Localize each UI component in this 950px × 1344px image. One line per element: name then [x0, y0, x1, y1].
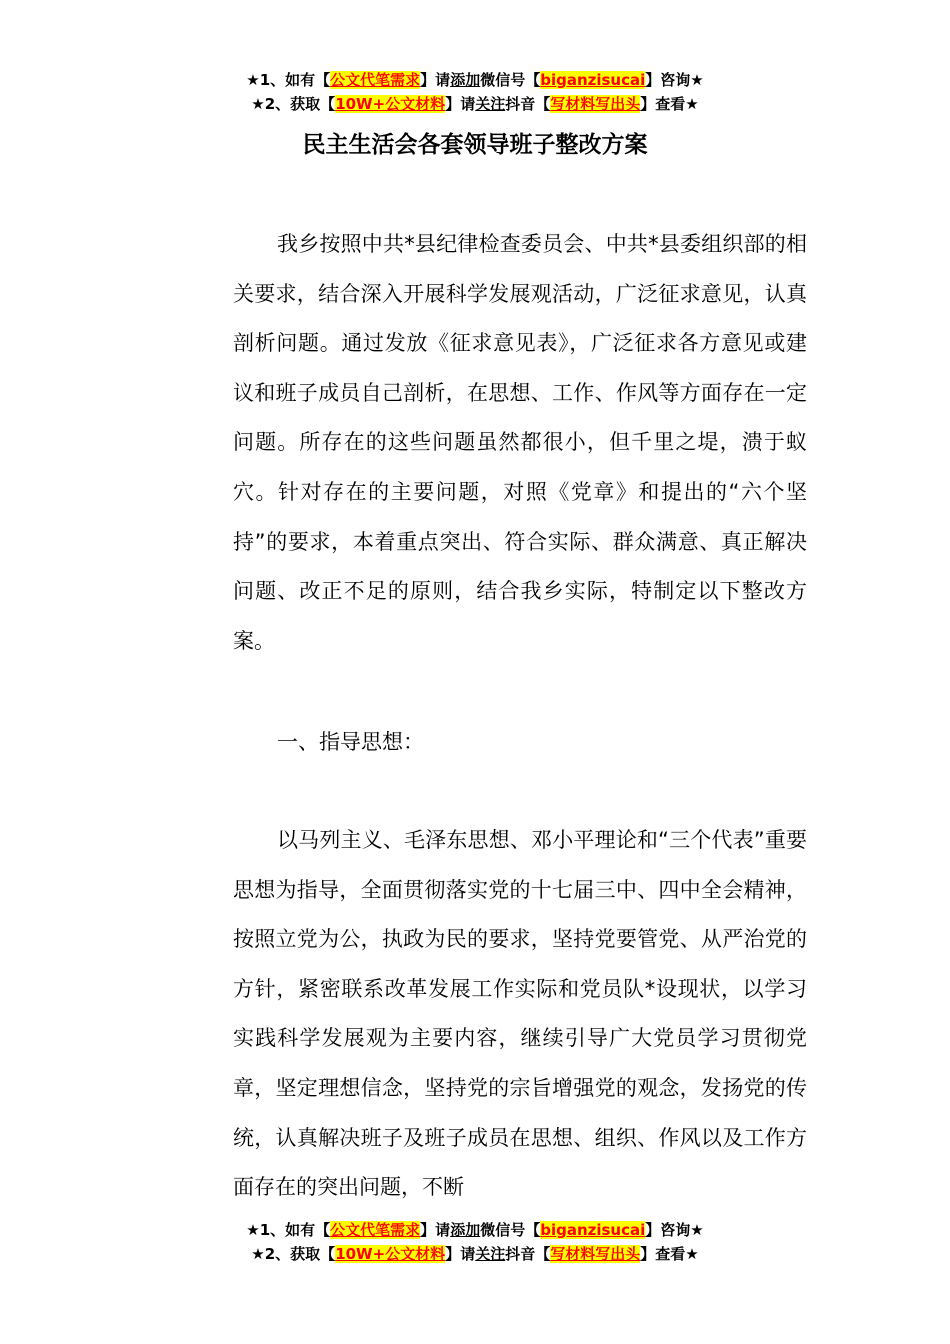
banner-line-1	[0, 68, 950, 92]
banner-text: 】请	[445, 1245, 476, 1263]
highlight-wechat-id: biganzisucai	[540, 1221, 646, 1239]
banner-text: 】咨询★	[645, 1221, 704, 1239]
banner-text: ★1、如有【	[246, 1221, 331, 1239]
banner-emphasis: 添加	[450, 1221, 481, 1239]
banner-text: 抖音【	[505, 1245, 551, 1263]
document-title: 民主生活会各套领导班子整改方案	[302, 132, 648, 158]
banner-emphasis: 关注	[475, 1245, 506, 1263]
highlight-materials: 10W+公文材料	[335, 1245, 446, 1263]
banner-text: ★1、如有【	[246, 71, 331, 89]
banner-emphasis: 添加	[450, 71, 481, 89]
highlight-douyin: 写材料写出头	[550, 95, 641, 113]
banner-text: ★2、获取【	[251, 1245, 336, 1263]
highlight-service: 公文代笔需求	[330, 71, 421, 89]
banner-line-1	[0, 1218, 950, 1242]
highlight-materials: 10W+公文材料	[335, 95, 446, 113]
banner-text: 】查看★	[640, 1245, 699, 1263]
banner-text: 】请	[445, 95, 476, 113]
banner-text: ★2、获取【	[251, 95, 336, 113]
banner-text: 微信号【	[480, 71, 541, 89]
highlight-service: 公文代笔需求	[330, 1221, 421, 1239]
banner-line-2	[0, 92, 950, 116]
section-heading-1: 一、指导思想：	[277, 730, 424, 754]
banner-text: 微信号【	[480, 1221, 541, 1239]
banner-text: 】请	[420, 71, 451, 89]
banner-text: 抖音【	[505, 95, 551, 113]
banner-line-2	[0, 1242, 950, 1266]
body-paragraph-2: 以马列主义、毛泽东思想、邓小平理论和“三个代表”重要思想为指导，全面贯彻落实党的十七届三中、四中全会精神，按照立党为公，执政为民的要求，坚持党要管党、从严治党的方针，紧密联系改革发展工作实际和党员队*设现状，以学习实践科学发展观为主要内容，继续引导广大党员学习贯彻党章，坚定理想信念，坚持党的宗旨增强党的观念，发扬党的传统，认真解决班子及班子成员在思想、组织、作风以及工作方面存在的突出问题，不断	[233, 828, 807, 1200]
banner-text: 】查看★	[640, 95, 699, 113]
highlight-douyin: 写材料写出头	[550, 1245, 641, 1263]
banner-text: 】咨询★	[645, 71, 704, 89]
highlight-wechat-id: biganzisucai	[540, 71, 646, 89]
banner-emphasis: 关注	[475, 95, 506, 113]
top-banner	[0, 68, 950, 116]
body-paragraph-1: 我乡按照中共*县纪律检查委员会、中共*县委组织部的相关要求，结合深入开展科学发展观活动，广泛征求意见，认真剖析问题。通过发放《征求意见表》，广泛征求各方意见或建议和班子成员自己剖析，在思想、工作、作风等方面存在一定问题。所存在的这些问题虽然都很小，但千里之堤，溃于蚁穴。针对存在的主要问题，对照《党章》和提出的“六个坚持”的要求，本着重点突出、符合实际、群众满意、真正解决问题、改正不足的原则，结合我乡实际，特制定以下整改方案。	[233, 232, 807, 653]
bottom-banner	[0, 1218, 950, 1266]
banner-text: 】请	[420, 1221, 451, 1239]
